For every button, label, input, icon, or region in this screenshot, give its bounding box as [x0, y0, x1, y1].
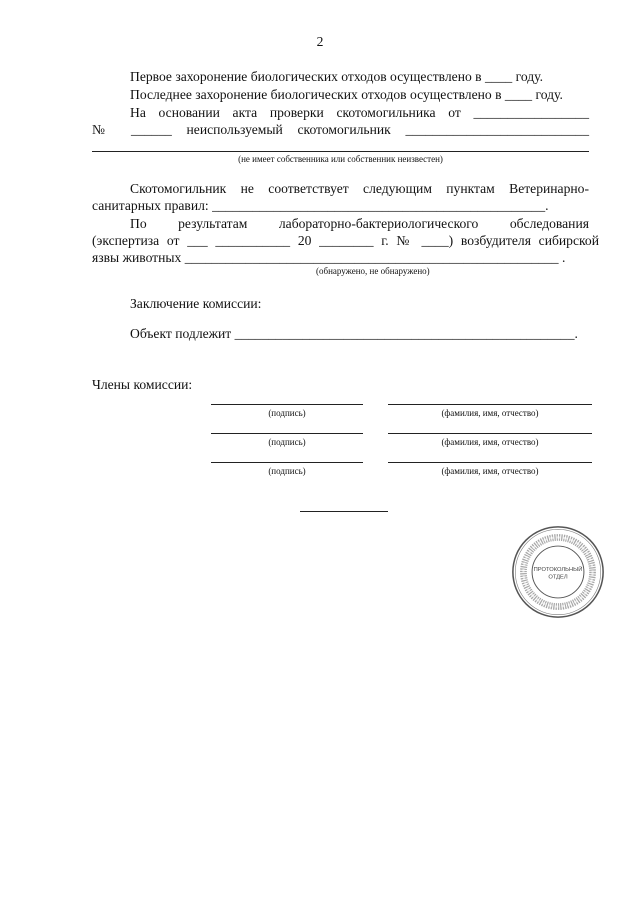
detection-caption: (обнаружено, не обнаружено): [316, 266, 430, 276]
signature-caption: (подпись): [268, 466, 306, 476]
official-stamp: [510, 524, 606, 620]
last-burial-line: Последнее захоронение биологических отходов осуществлено в ____ году.: [130, 87, 563, 102]
name-caption: (фамилия, имя, отчество): [441, 408, 539, 418]
name-caption: (фамилия, имя, отчество): [441, 437, 539, 447]
sanitary-rules-line: санитарных правил: _________________________________________________.: [92, 198, 549, 213]
owner-blank-line: [92, 151, 589, 152]
name-line: [388, 462, 592, 463]
name-line: [388, 433, 592, 434]
object-line: Объект подлежит __________________________________________________.: [130, 326, 578, 341]
owner-caption: (не имеет собственника или собственник неизвестен): [238, 154, 443, 164]
conclusion-heading: Заключение комиссии:: [130, 296, 262, 311]
commission-heading: Члены комиссии:: [92, 377, 193, 392]
signature-caption: (подпись): [268, 408, 306, 418]
name-line: [388, 404, 592, 405]
anthrax-line: язвы животных _______________________________________________________ .: [92, 250, 566, 265]
lab-results-line: По результатам лабораторно-бактериологического обследования: [130, 216, 589, 231]
inspection-act-line: На основании акта проверки скотомогильника от _________________: [130, 105, 589, 120]
closing-separator-line: [300, 511, 388, 512]
signature-line: [211, 462, 363, 463]
stamp-center-text: ОТДЕЛ: [548, 574, 568, 581]
page-number: 2: [316, 34, 324, 49]
non-compliance-line: Скотомогильник не соответствует следующим пунктам Ветеринарно-: [130, 181, 589, 196]
unused-burial-ground-line: № ______ неиспользуемый скотомогильник ___________________________: [92, 122, 589, 137]
first-burial-line: Первое захоронение биологических отходов осуществлено в ____ году.: [130, 69, 543, 84]
signature-line: [211, 433, 363, 434]
signature-line: [211, 404, 363, 405]
name-caption: (фамилия, имя, отчество): [441, 466, 539, 476]
signature-caption: (подпись): [268, 437, 306, 447]
expertise-line: (экспертиза от ___ ___________ 20 ________ г. № ____) возбудителя сибирской: [92, 233, 599, 248]
stamp-center-text: ПРОТОКОЛЬНЫЙ: [533, 567, 583, 574]
